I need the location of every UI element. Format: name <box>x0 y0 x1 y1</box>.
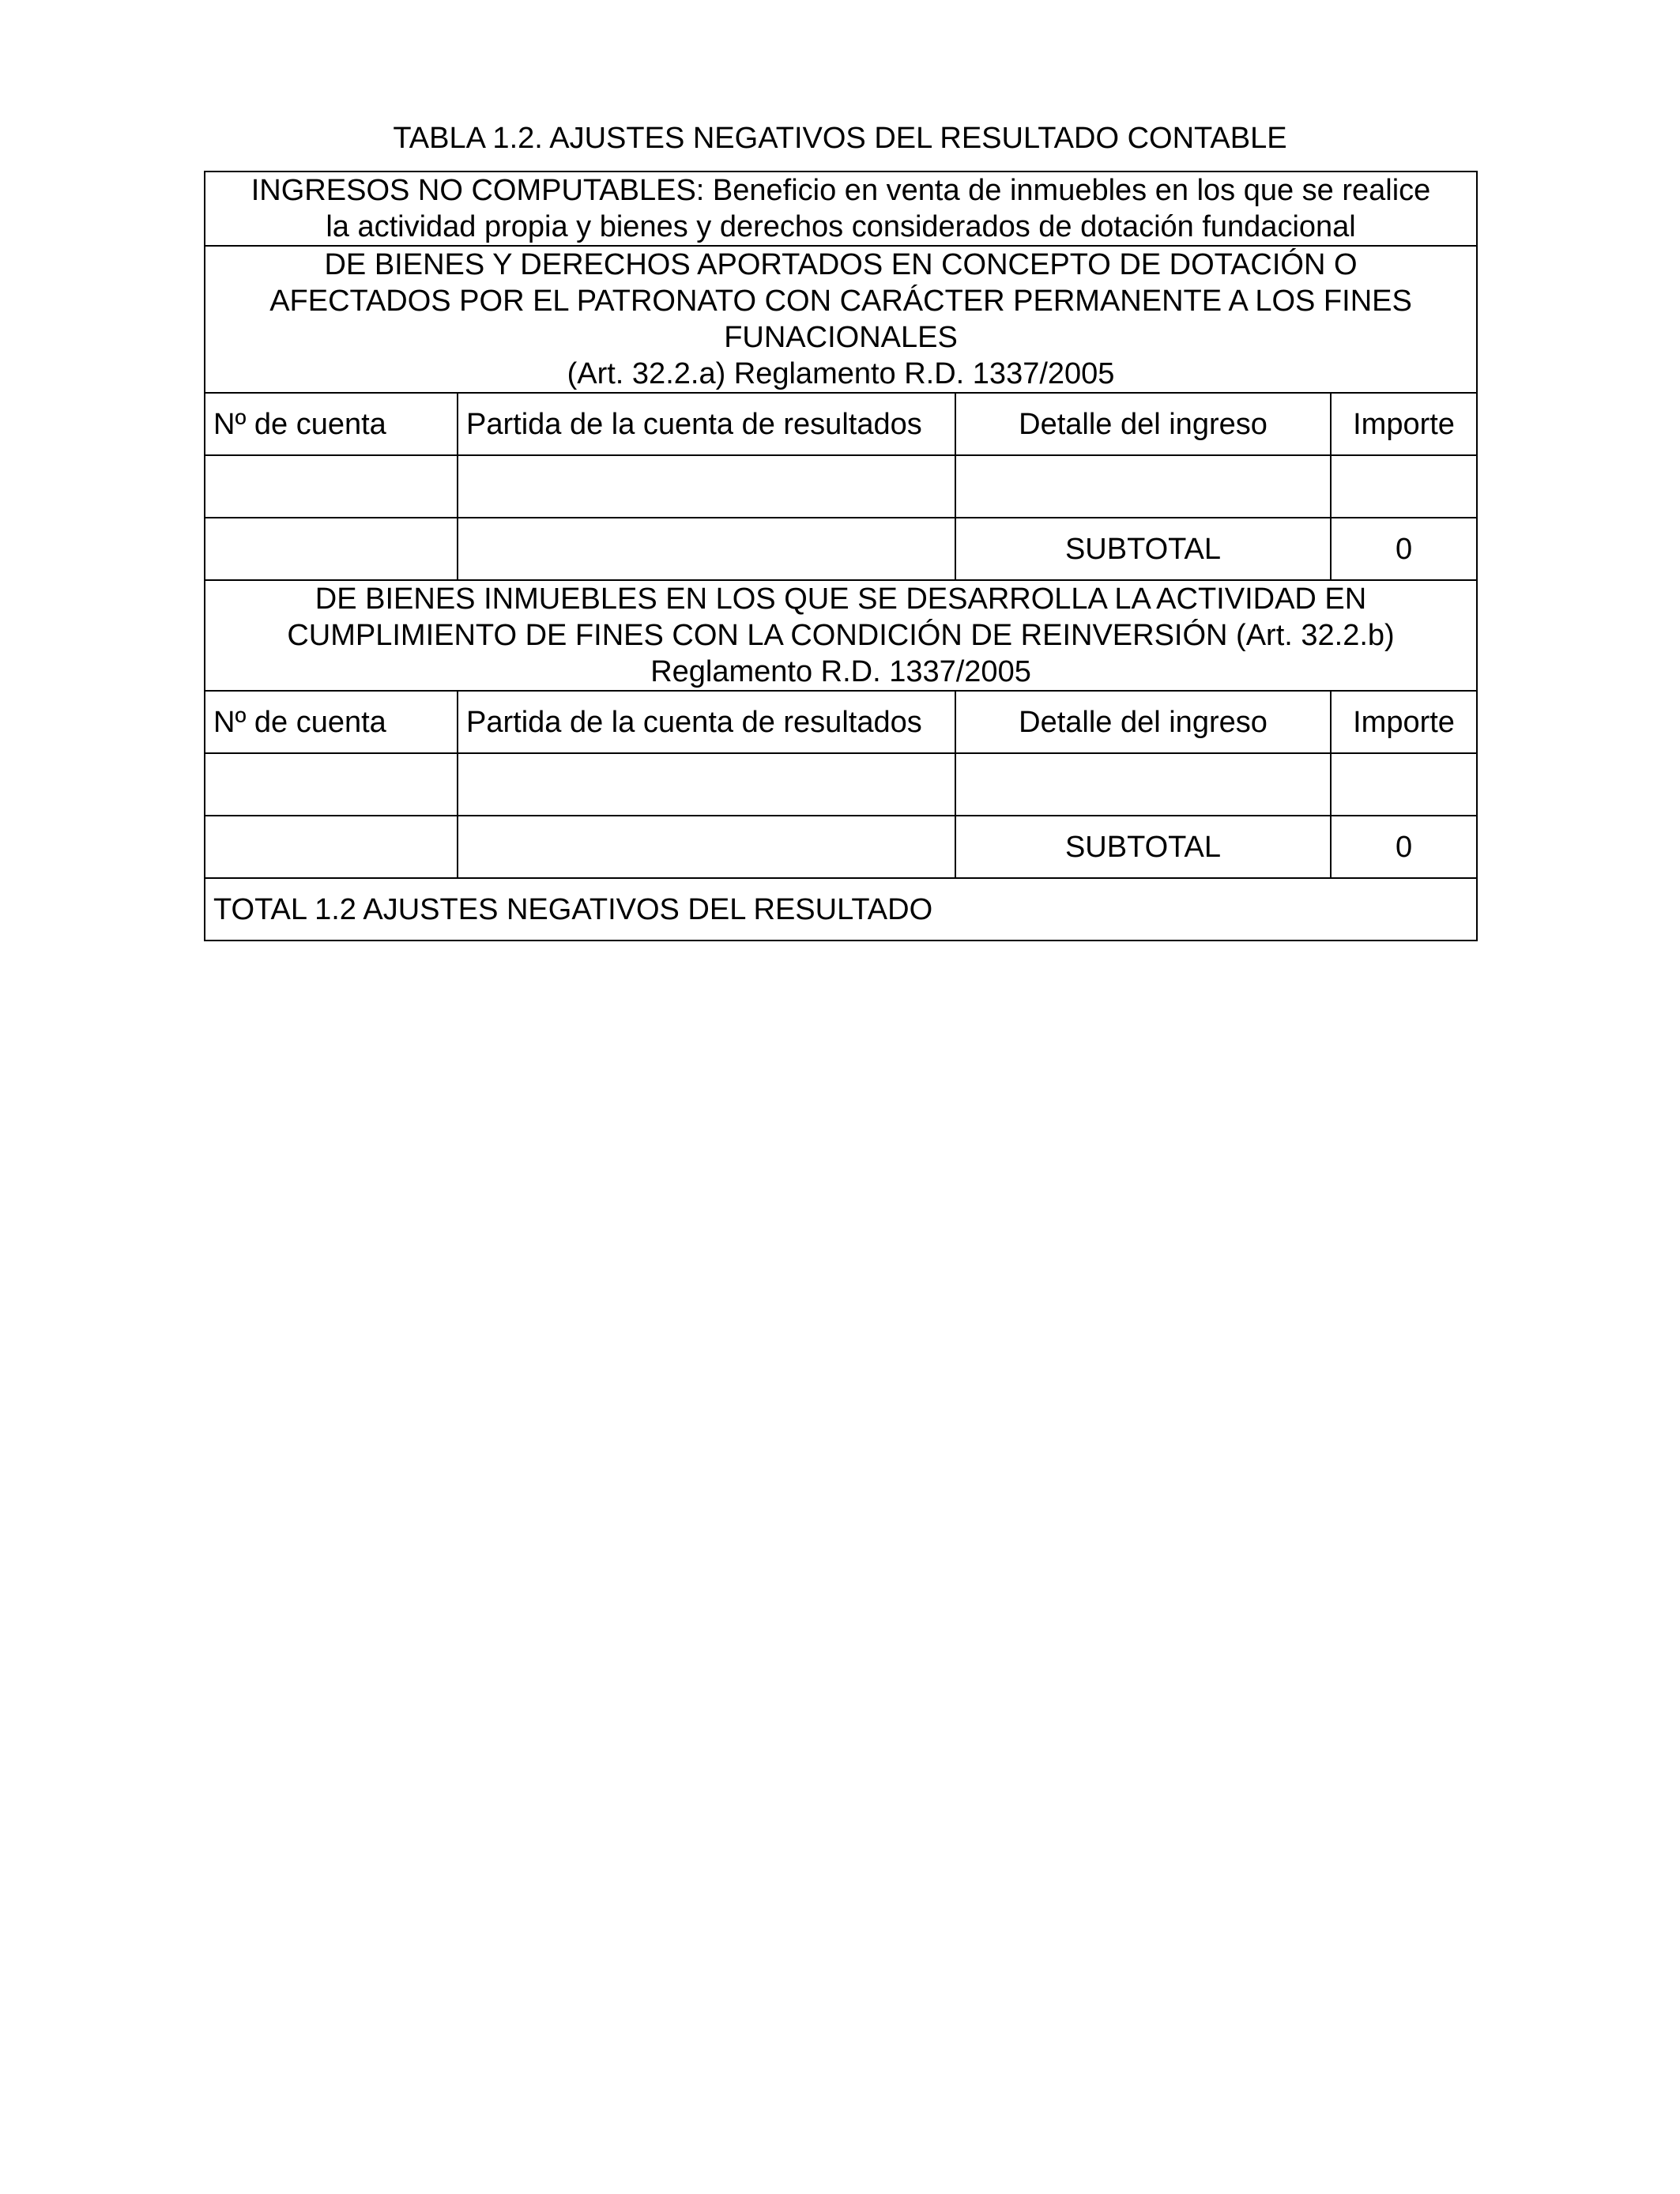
empty-cell <box>458 518 955 580</box>
adjustments-table <box>204 171 1478 941</box>
section-b-line-2: CUMPLIMIENTO DE FINES CON LA CONDICIÓN DE REINVERSIÓN (Art. 32.2.b) <box>287 619 1395 652</box>
detail-cell[interactable] <box>955 753 1331 816</box>
empty-cell <box>205 518 458 580</box>
detail-cell[interactable] <box>955 455 1331 518</box>
section-a-line-4: (Art. 32.2.a) Reglamento R.D. 1337/2005 <box>567 357 1115 390</box>
section-a-line-2: AFECTADOS POR EL PATRONATO CON CARÁCTER PERMANENTE A LOS FINES <box>269 285 1412 318</box>
section-a-heading-row <box>205 246 1477 393</box>
empty-cell <box>205 816 458 878</box>
col-header-account: Nº de cuenta <box>205 393 458 455</box>
total-row <box>205 878 1477 941</box>
line-item-cell[interactable] <box>458 753 955 816</box>
section-a-line-1: DE BIENES Y DERECHOS APORTADOS EN CONCEPTO DE DOTACIÓN O <box>324 248 1358 281</box>
page-title: TABLA 1.2. AJUSTES NEGATIVOS DEL RESULTADO CONTABLE <box>393 122 1287 155</box>
section-b-subtotal-row <box>205 816 1477 878</box>
section-a-line-3: FUNACIONALES <box>724 321 958 354</box>
subtotal-label: SUBTOTAL <box>955 816 1331 878</box>
col-header-line-item: Partida de la cuenta de resultados <box>458 393 955 455</box>
col-header-detail: Detalle del ingreso <box>955 691 1331 753</box>
intro-line-2: la actividad propia y bienes y derechos considerados de dotación fundacional <box>326 210 1356 243</box>
section-b-heading <box>205 580 1477 691</box>
col-header-amount: Importe <box>1331 691 1477 753</box>
total-label: TOTAL 1.2 AJUSTES NEGATIVOS DEL RESULTADO <box>205 878 1477 941</box>
col-header-amount: Importe <box>1331 393 1477 455</box>
section-b-line-1: DE BIENES INMUEBLES EN LOS QUE SE DESARROLLA LA ACTIVIDAD EN <box>315 582 1367 616</box>
col-header-detail: Detalle del ingreso <box>955 393 1331 455</box>
amount-cell[interactable] <box>1331 753 1477 816</box>
subtotal-label: SUBTOTAL <box>955 518 1331 580</box>
section-a-heading <box>205 246 1477 393</box>
section-a-header-row <box>205 393 1477 455</box>
empty-cell <box>458 816 955 878</box>
line-item-cell[interactable] <box>458 455 955 518</box>
intro-line-1: INGRESOS NO COMPUTABLES: Beneficio en venta de inmuebles en los que se realice <box>250 174 1431 207</box>
section-b-heading-row <box>205 580 1477 691</box>
account-cell[interactable] <box>205 455 458 518</box>
subtotal-value: 0 <box>1331 816 1477 878</box>
account-cell[interactable] <box>205 753 458 816</box>
amount-cell[interactable] <box>1331 455 1477 518</box>
subtotal-value: 0 <box>1331 518 1477 580</box>
section-b-data-row <box>205 753 1477 816</box>
col-header-account: Nº de cuenta <box>205 691 458 753</box>
intro-row <box>205 172 1477 246</box>
intro-cell <box>205 172 1477 246</box>
section-a-subtotal-row <box>205 518 1477 580</box>
col-header-line-item: Partida de la cuenta de resultados <box>458 691 955 753</box>
section-b-line-3: Reglamento R.D. 1337/2005 <box>650 655 1031 688</box>
section-b-header-row <box>205 691 1477 753</box>
section-a-data-row <box>205 455 1477 518</box>
